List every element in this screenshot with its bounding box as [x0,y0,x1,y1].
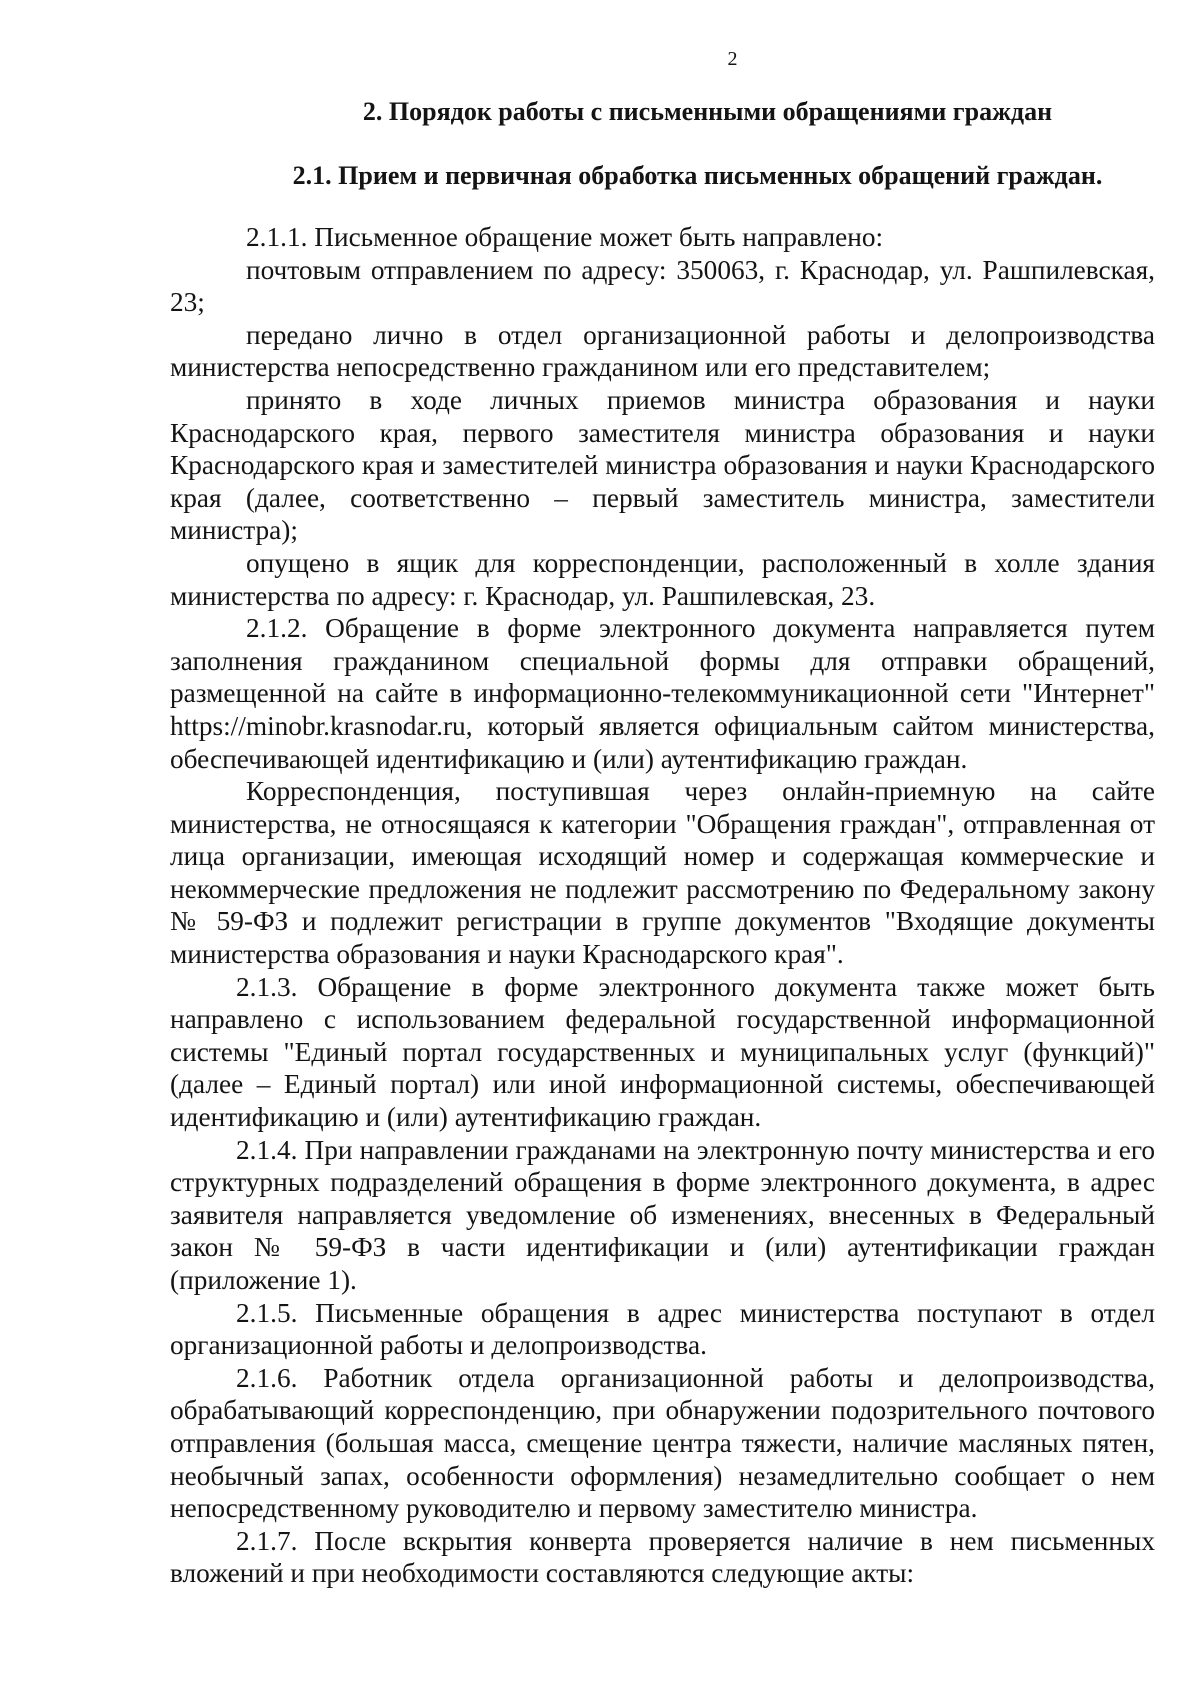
body-text [170,221,1155,1590]
subsection-title: 2.1. Прием и первичная обработка письменных обращений граждан. [292,161,1103,190]
paragraph: 2.1.6. Работник отдела организационной работы и делопроизводства, обрабатывающий корреспонденцию, при обнаружении подозрительного почтового отправления (большая масса, смещение центра тяжести, наличие масляных пятен, необычный запах, особенности оформления) незамедлительно сообщает о нем непосредственному руководителю и первому заместителю министра. [170,1362,1155,1524]
paragraph: 2.1.4. При направлении гражданами на электронную почту министерства и его структурных подразделений обращения в форме электронного документа, в адрес заявителя направляется уведомление об изменениях, внесенных в Федеральный закон № 59-ФЗ в части идентификации и (или) аутентификации граждан (приложение 1). [170,1134,1155,1295]
paragraph: Корреспонденция, поступившая через онлайн-приемную на сайте министерства, не относящаяся к категории "Обращения граждан", отправленная от лица организации, имеющая исходящий номер и содержащая коммерческие и некоммерческие предложения не подлежит рассмотрению по Федеральному закону № 59-ФЗ и подлежит регистрации в группе документов "Входящие документы министерства образования и науки Краснодарского края". [170,776,1155,970]
paragraph: почтовым отправлением по адресу: 350063, г. Краснодар, ул. Рашпилевская, 23; [170,254,1155,318]
paragraph: 2.1.5. Письменные обращения в адрес министерства поступают в отдел организационной работы и делопроизводства. [170,1297,1155,1361]
paragraph: опущено в ящик для корреспонденции, расположенный в холле здания министерства по адресу: г. Краснодар, ул. Рашпилевская, 23. [170,547,1155,611]
paragraph: передано лично в отдел организационной работы и делопроизводства министерства непосредственно гражданином или его представителем; [170,319,1155,383]
page-number: 2 [727,48,738,70]
document-page [170,48,1155,1590]
paragraph: 2.1.2. Обращение в форме электронного документа направляется путем заполнения гражданином специальной формы для отправки обращений, размещенной на сайте в информационно-телекоммуникационной сети "Интернет" https://minobr.krasnodar.ru, который является официальным сайтом министерства, обеспечивающей идентификацию и (или) аутентификацию граждан. [170,613,1155,774]
paragraph: 2.1.3. Обращение в форме электронного документа также может быть направлено с использованием федеральной государственной информационной системы "Единый портал государственных и муниципальных услуг (функций)" (далее – Единый портал) или иной информационной системы, обеспечивающей идентификацию и (или) аутентификацию граждан. [170,971,1155,1133]
paragraph: принято в ходе личных приемов министра образования и науки Краснодарского края, первого заместителя министра образования и науки Краснодарского края и заместителей министра образования и науки Краснодарского края (далее, соответственно – первый заместитель министра, заместители министра); [170,384,1155,546]
paragraph: 2.1.1. Письменное обращение может быть направлено: [246,222,884,252]
section-title: 2. Порядок работы с письменными обращениями граждан [362,97,1053,126]
paragraph: 2.1.7. После вскрытия конверта проверяется наличие в нем письменных вложений и при необходимости составляются следующие акты: [170,1525,1155,1589]
